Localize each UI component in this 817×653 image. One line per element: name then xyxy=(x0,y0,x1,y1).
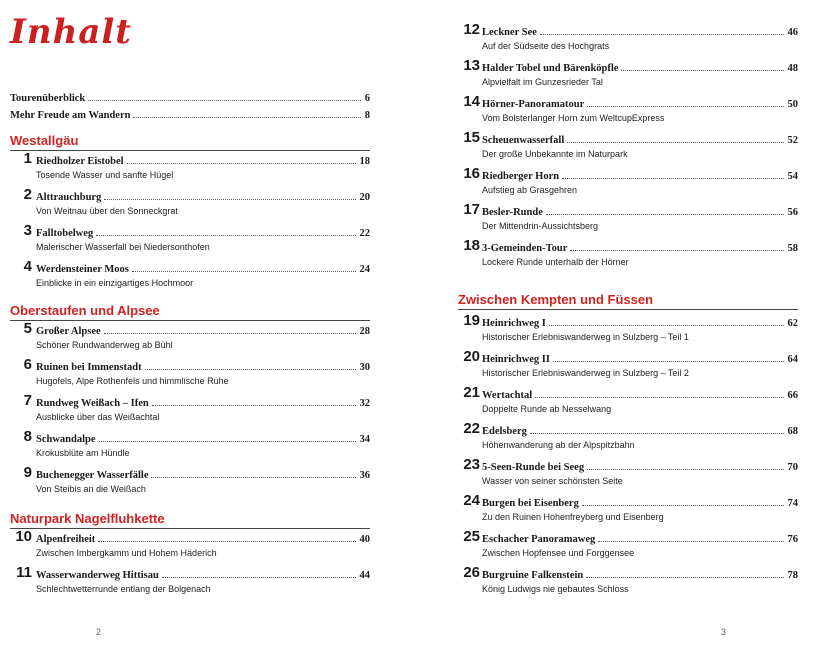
entry-page: 50 xyxy=(787,99,798,110)
dot-leader xyxy=(127,163,356,164)
toc-entry-9[interactable] xyxy=(10,465,370,501)
dot-leader xyxy=(586,577,783,578)
page-number-left: 2 xyxy=(96,627,102,637)
entry-page: 34 xyxy=(359,434,370,445)
entry-title: Edelsberg xyxy=(482,426,527,437)
entry-page: 48 xyxy=(787,63,798,74)
dot-leader xyxy=(99,441,356,442)
toc-entry-3[interactable] xyxy=(10,223,370,259)
entry-title: Tourenüberblick xyxy=(10,93,86,104)
entry-subtitle: Lockere Runde unterhalb der Hörner xyxy=(482,257,629,267)
entry-page: 68 xyxy=(787,426,798,437)
dot-leader xyxy=(96,235,355,236)
entry-title: Riedberger Horn xyxy=(482,171,560,182)
toc-entry-23[interactable] xyxy=(458,457,798,493)
toc-entry-8[interactable] xyxy=(10,429,370,465)
entry-title: Hörner-Panoramatour xyxy=(482,99,585,110)
entry-subtitle: Tosende Wasser und sanfte Hügel xyxy=(36,170,174,180)
entry-number: 15 xyxy=(463,129,480,146)
dot-leader xyxy=(567,142,783,143)
toc-entry-16[interactable] xyxy=(458,166,798,202)
entry-number: 22 xyxy=(463,420,480,437)
toc-entry-18[interactable] xyxy=(458,238,798,274)
toc-entry-6[interactable] xyxy=(10,357,370,393)
toc-entry-5[interactable] xyxy=(10,321,370,357)
dot-leader xyxy=(162,577,356,578)
entry-title: Falltobelweg xyxy=(36,228,94,239)
entry-subtitle: Zu den Ruinen Hohenfreyberg und Eisenberg xyxy=(482,512,664,522)
entry-title: Riedholzer Eistobel xyxy=(36,156,124,167)
entry-number: 16 xyxy=(463,165,480,182)
dot-leader xyxy=(132,271,356,272)
dot-leader xyxy=(546,214,784,215)
entry-page: 22 xyxy=(359,228,370,239)
entry-page: 6 xyxy=(364,93,370,104)
page-number-right: 3 xyxy=(721,627,727,637)
entry-page: 18 xyxy=(359,156,370,167)
entry-subtitle: Zwischen Hopfensee und Forggensee xyxy=(482,548,635,558)
entry-title: Großer Alpsee xyxy=(36,326,101,337)
entry-title: Eschacher Panoramaweg xyxy=(482,534,596,545)
toc-entry-14[interactable] xyxy=(458,94,798,130)
entry-page: 56 xyxy=(787,207,798,218)
toc-entry-22[interactable] xyxy=(458,421,798,457)
entry-subtitle: König Ludwigs nie gebautes Schloss xyxy=(482,584,629,594)
entry-subtitle: Vom Bolsterlanger Horn zum WeltcupExpress xyxy=(482,113,665,123)
section-rule xyxy=(458,309,798,310)
dot-leader xyxy=(535,397,783,398)
toc-entry-7[interactable] xyxy=(10,393,370,429)
entry-title: Burgruine Falkenstein xyxy=(482,570,584,581)
entry-title: Scheuenwasserfall xyxy=(482,135,565,146)
toc-entry-2[interactable] xyxy=(10,187,370,223)
entry-page: 52 xyxy=(787,135,798,146)
entry-page: 66 xyxy=(787,390,798,401)
entry-page: 46 xyxy=(787,27,798,38)
entry-subtitle: Alpvielfalt im Gunzesrieder Tal xyxy=(482,77,603,87)
toc-entry-4[interactable] xyxy=(10,259,370,295)
entry-number: 2 xyxy=(23,186,32,203)
entry-subtitle: Schlechtwetterrunde entlang der Bolgenach xyxy=(36,584,211,594)
section-heading-naturpark: Naturpark Nagelfluhkette xyxy=(10,511,165,526)
entry-number: 24 xyxy=(463,492,480,509)
entry-page: 76 xyxy=(787,534,798,545)
toc-entry-10[interactable] xyxy=(10,529,370,565)
entry-page: 24 xyxy=(359,264,370,275)
entry-title: Wertachtal xyxy=(482,390,533,401)
dot-leader xyxy=(104,199,355,200)
toc-entry-25[interactable] xyxy=(458,529,798,565)
entry-number: 9 xyxy=(23,464,32,481)
entry-subtitle: Von Steibis an die Weißach xyxy=(36,484,146,494)
toc-entry-26[interactable] xyxy=(458,565,798,601)
entry-subtitle: Malerischer Wasserfall bei Niedersonthofen xyxy=(36,242,210,252)
entry-number: 14 xyxy=(463,93,480,110)
section-heading-westallgaeu: Westallgäu xyxy=(10,133,79,148)
entry-page: 64 xyxy=(787,354,798,365)
toc-entry-12[interactable] xyxy=(458,22,798,58)
toc-entry-1[interactable] xyxy=(10,151,370,187)
entry-page: 78 xyxy=(787,570,798,581)
entry-subtitle: Historischer Erlebniswanderweg in Sulzberg – Teil 1 xyxy=(482,332,689,342)
entry-title: Alpenfreiheit xyxy=(36,534,96,545)
entry-title: Heinrichweg II xyxy=(482,354,550,365)
entry-subtitle: Höhenwanderung ab der Alpspitzbahn xyxy=(482,440,635,450)
dot-leader xyxy=(621,70,783,71)
entry-number: 21 xyxy=(463,384,480,401)
entry-number: 18 xyxy=(463,237,480,254)
entry-subtitle: Historischer Erlebniswanderweg in Sulzberg – Teil 2 xyxy=(482,368,689,378)
entry-page: 54 xyxy=(787,171,798,182)
toc-entry-mehr-freude[interactable] xyxy=(10,107,370,121)
entry-subtitle: Der Mittendrin-Aussichtsberg xyxy=(482,221,599,231)
entry-subtitle: Von Weitnau über den Sonneckgrat xyxy=(36,206,178,216)
entry-page: 62 xyxy=(787,318,798,329)
entry-subtitle: Der große Unbekannte im Naturpark xyxy=(482,149,628,159)
entry-page: 40 xyxy=(359,534,370,545)
entry-title: Werdensteiner Moos xyxy=(36,264,129,275)
entry-subtitle: Auf der Südseite des Hochgrats xyxy=(482,41,610,51)
entry-title: Leckner See xyxy=(482,27,537,38)
toc-entry-15[interactable] xyxy=(458,130,798,166)
entry-number: 1 xyxy=(23,150,32,167)
entry-subtitle: Ausblicke über das Weißachtal xyxy=(36,412,160,422)
entry-title: Besler-Runde xyxy=(482,207,543,218)
entry-number: 26 xyxy=(463,564,480,581)
dot-leader xyxy=(104,333,356,334)
dot-leader xyxy=(587,469,783,470)
toc-entry-19[interactable] xyxy=(458,313,798,349)
entry-subtitle: Einblicke in ein einzigartiges Hochmoor xyxy=(36,278,194,288)
entry-number: 6 xyxy=(23,356,32,373)
toc-entry-tourenueberblick[interactable] xyxy=(10,90,370,104)
entry-number: 4 xyxy=(23,258,32,275)
entry-title: Rundweg Weißach – Ifen xyxy=(36,398,149,409)
entry-title: 5-Seen-Runde bei Seeg xyxy=(482,462,585,473)
entry-number: 23 xyxy=(463,456,480,473)
entry-title: Alttrauchburg xyxy=(36,192,102,203)
entry-subtitle: Krokusblüte am Hündle xyxy=(36,448,130,458)
entry-subtitle: Aufstieg ab Grasgehren xyxy=(482,185,578,195)
entry-page: 30 xyxy=(359,362,370,373)
entry-title: Wasserwanderweg Hittisau xyxy=(36,570,159,581)
entry-title: 3-Gemeinden-Tour xyxy=(482,243,568,254)
entry-title: Mehr Freude am Wandern xyxy=(10,110,131,121)
dot-leader xyxy=(152,405,356,406)
entry-number: 7 xyxy=(23,392,32,409)
entry-title: Schwandalpe xyxy=(36,434,96,445)
entry-title: Burgen bei Eisenberg xyxy=(482,498,579,509)
toc-entry-24[interactable] xyxy=(458,493,798,529)
dot-leader xyxy=(98,541,355,542)
entry-page: 20 xyxy=(359,192,370,203)
entry-number: 8 xyxy=(23,428,32,445)
toc-entry-17[interactable] xyxy=(458,202,798,238)
entry-title: Buchenegger Wasserfälle xyxy=(36,470,149,481)
dot-leader xyxy=(582,505,784,506)
entry-page: 74 xyxy=(787,498,798,509)
entry-title: Ruinen bei Immenstadt xyxy=(36,362,142,373)
entry-number: 12 xyxy=(463,21,480,38)
entry-number: 17 xyxy=(463,201,480,218)
dot-leader xyxy=(133,117,360,118)
entry-page: 28 xyxy=(359,326,370,337)
dot-leader xyxy=(553,361,784,362)
left-page xyxy=(0,0,408,653)
entry-subtitle: Wasser von seiner schönsten Seite xyxy=(482,476,623,486)
entry-subtitle: Schöner Rundwanderweg ab Bühl xyxy=(36,340,173,350)
entry-number: 11 xyxy=(16,564,32,581)
entry-number: 13 xyxy=(463,57,480,74)
toc-entry-20[interactable] xyxy=(458,349,798,385)
dot-leader xyxy=(549,325,784,326)
dot-leader xyxy=(530,433,784,434)
entry-subtitle: Doppelte Runde ab Nesselwang xyxy=(482,404,612,414)
entry-page: 70 xyxy=(787,462,798,473)
right-page xyxy=(408,0,817,653)
entry-subtitle: Zwischen Imbergkamm und Hohem Häderich xyxy=(36,548,217,558)
entry-subtitle: Hugofels, Alpe Rothenfels und himmlische Ruhe xyxy=(36,376,229,386)
section-heading-oberstaufen: Oberstaufen und Alpsee xyxy=(10,303,160,318)
entry-page: 8 xyxy=(364,110,370,121)
entry-number: 3 xyxy=(23,222,32,239)
entry-number: 20 xyxy=(463,348,480,365)
dot-leader xyxy=(151,477,355,478)
toc-title: Inhalt xyxy=(10,12,132,52)
toc-entry-13[interactable] xyxy=(458,58,798,94)
entry-page: 36 xyxy=(359,470,370,481)
section-heading-kempten-fuessen: Zwischen Kempten und Füssen xyxy=(458,292,654,307)
entry-title: Halder Tobel und Bärenköpfle xyxy=(482,63,619,74)
entry-number: 19 xyxy=(463,312,480,329)
toc-entry-21[interactable] xyxy=(458,385,798,421)
entry-title: Heinrichweg I xyxy=(482,318,546,329)
dot-leader xyxy=(88,100,360,101)
entry-page: 58 xyxy=(787,243,798,254)
entry-number: 25 xyxy=(463,528,480,545)
dot-leader xyxy=(562,178,783,179)
dot-leader xyxy=(598,541,783,542)
entry-number: 10 xyxy=(15,528,32,545)
entry-page: 32 xyxy=(359,398,370,409)
dot-leader xyxy=(145,369,356,370)
dot-leader xyxy=(587,106,783,107)
entry-number: 5 xyxy=(23,320,32,337)
dot-leader xyxy=(570,250,783,251)
toc-entry-11[interactable] xyxy=(10,565,370,601)
dot-leader xyxy=(540,34,784,35)
entry-page: 44 xyxy=(359,570,370,581)
